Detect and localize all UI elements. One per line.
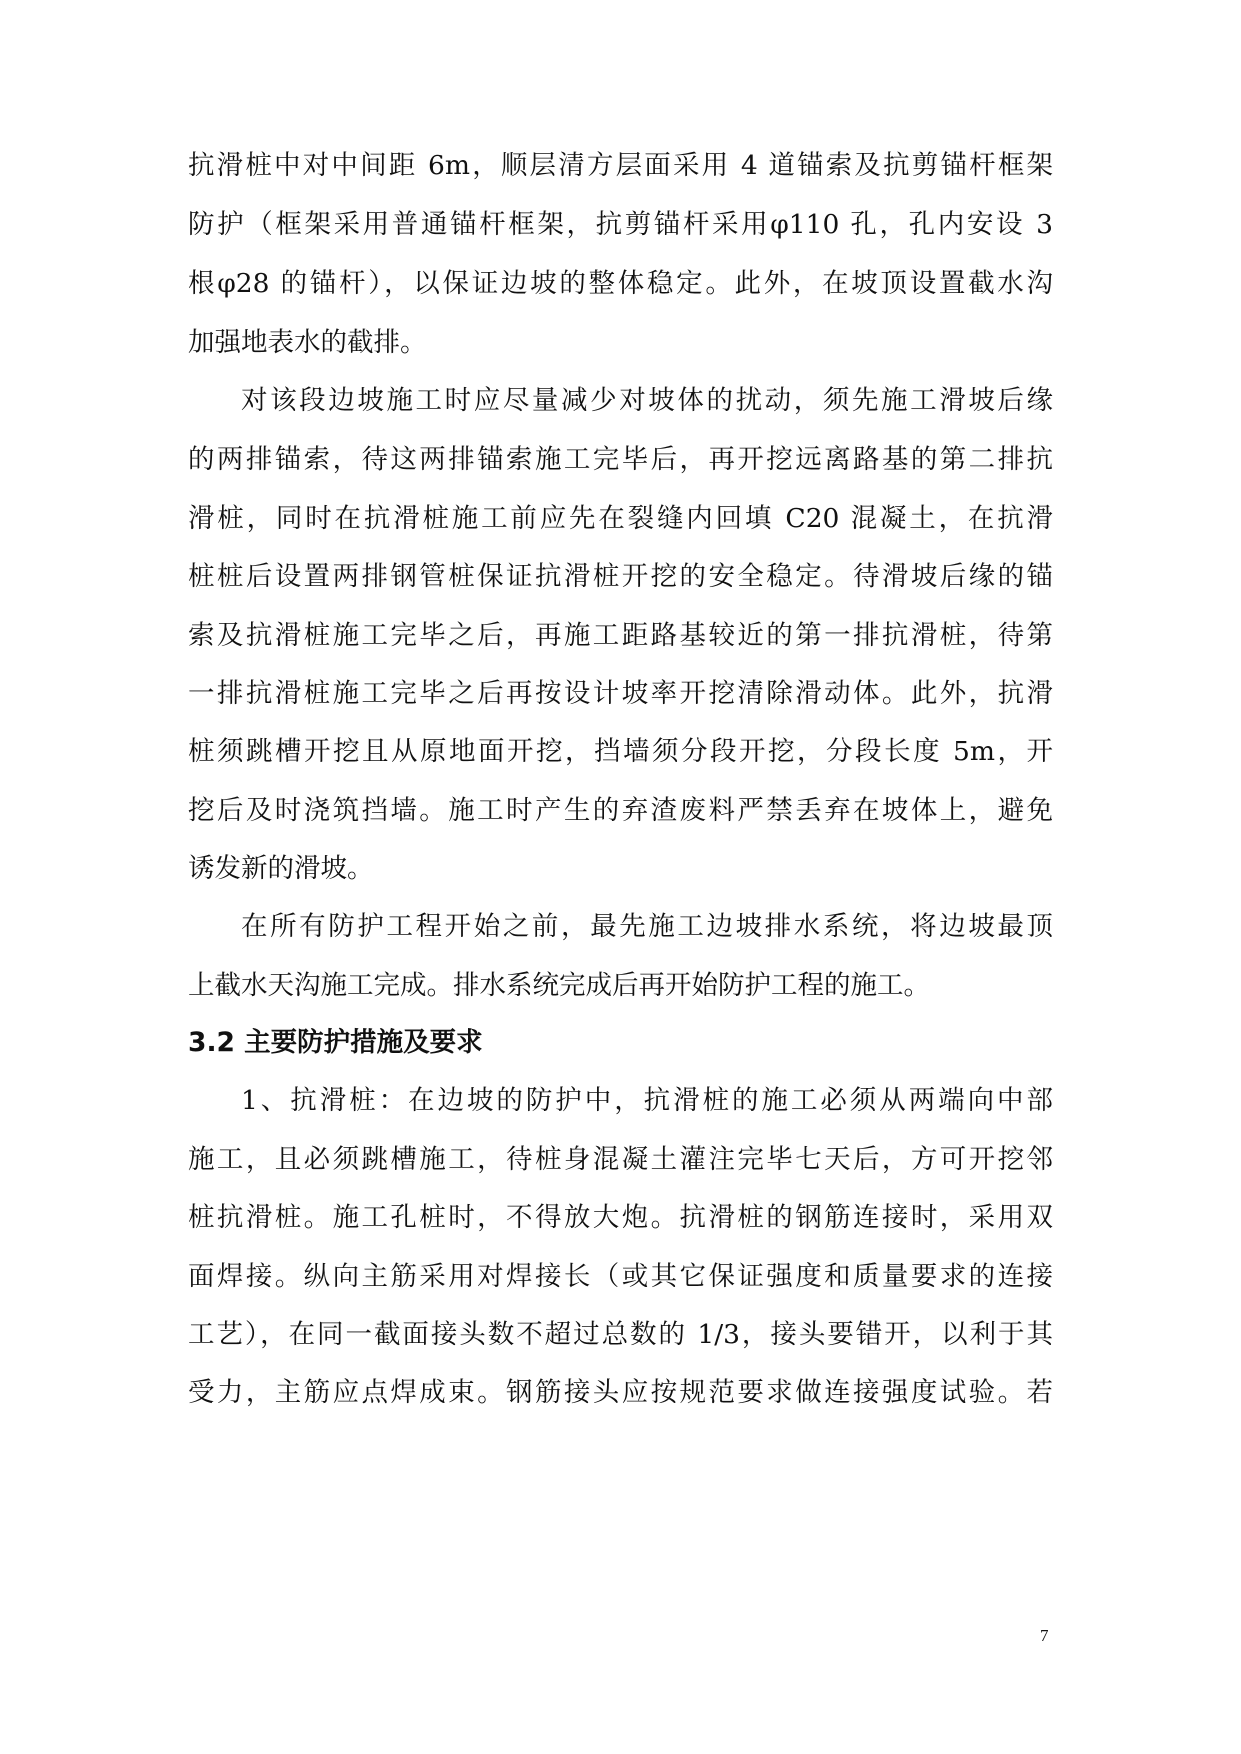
text-line: 桩须跳槽开挖且从原地面开挖，挡墙须分段开挖，分段长度 5m，开 (188, 736, 1053, 767)
text-line: 诱发新的滑坡。 (188, 853, 374, 884)
text-line: 受力，主筋应点焊成束。钢筋接头应按规范要求做连接强度试验。若 (188, 1377, 1053, 1408)
section-heading: 3.2 主要防护措施及要求 (188, 1027, 483, 1058)
text-line: 桩桩后设置两排钢管桩保证抗滑桩开挖的安全稳定。待滑坡后缘的锚 (188, 561, 1053, 592)
page-number: 7 (1040, 1626, 1049, 1645)
text-line: 防护（框架采用普通锚杆框架，抗剪锚杆采用φ110 孔，孔内安设 3 (188, 209, 1053, 240)
text-line: 加强地表水的截排。 (188, 327, 427, 358)
text-line: 对该段边坡施工时应尽量减少对坡体的扰动，须先施工滑坡后缘 (241, 385, 1053, 416)
text-line: 1、抗滑桩：在边坡的防护中，抗滑桩的施工必须从两端向中部 (241, 1085, 1053, 1116)
text-line: 滑桩，同时在抗滑桩施工前应先在裂缝内回填 C20 混凝土，在抗滑 (188, 503, 1053, 534)
text-line: 在所有防护工程开始之前，最先施工边坡排水系统，将边坡最顶 (241, 911, 1053, 942)
text-line: 根φ28 的锚杆），以保证边坡的整体稳定。此外，在坡顶设置截水沟 (188, 268, 1053, 299)
text-line: 挖后及时浇筑挡墙。施工时产生的弃渣废料严禁丢弃在坡体上，避免 (188, 795, 1053, 826)
text-line: 桩抗滑桩。施工孔桩时，不得放大炮。抗滑桩的钢筋连接时，采用双 (188, 1202, 1053, 1233)
text-line: 上截水天沟施工完成。排水系统完成后再开始防护工程的施工。 (188, 970, 930, 1001)
text-line: 的两排锚索，待这两排锚索施工完毕后，再开挖远离路基的第二排抗 (188, 444, 1053, 475)
text-line: 抗滑桩中对中间距 6m，顺层清方层面采用 4 道锚索及抗剪锚杆框架 (188, 150, 1053, 181)
text-line: 工艺），在同一截面接头数不超过总数的 1/3，接头要错开，以利于其 (188, 1319, 1053, 1350)
text-line: 面焊接。纵向主筋采用对焊接长（或其它保证强度和质量要求的连接 (188, 1261, 1053, 1292)
text-line: 索及抗滑桩施工完毕之后，再施工距路基较近的第一排抗滑桩，待第 (188, 620, 1053, 651)
text-line: 一排抗滑桩施工完毕之后再按设计坡率开挖清除滑动体。此外，抗滑 (188, 678, 1053, 709)
text-line: 施工，且必须跳槽施工，待桩身混凝土灌注完毕七天后，方可开挖邻 (188, 1144, 1053, 1175)
